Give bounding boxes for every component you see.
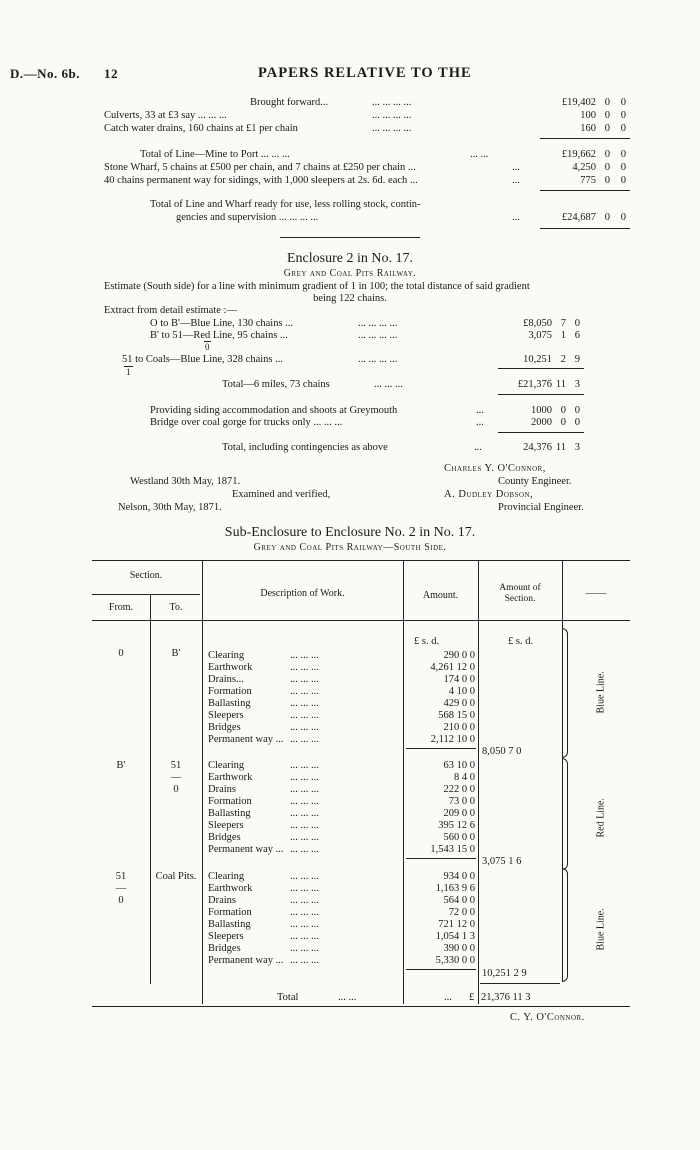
amount-pounds: £19,402	[561, 97, 596, 108]
section-to-rule: —	[170, 772, 182, 783]
dots: ... ... ... ...	[372, 97, 412, 108]
sum-rule	[498, 394, 584, 395]
amount-pence: 0	[574, 405, 580, 416]
table-top-rule	[92, 560, 630, 561]
work-item: Clearing	[208, 760, 245, 771]
dots: ... ... ... ...	[358, 330, 398, 341]
dots: ... ... ...	[290, 662, 319, 673]
brought-forward-label: Brought forward...	[250, 97, 329, 108]
work-amount: 395 12 6	[438, 820, 475, 831]
amount-pounds: 24,376	[523, 442, 552, 453]
amount-shillings: 0	[604, 149, 610, 160]
amount-pounds: 3,075	[528, 330, 552, 341]
signatory-1-name: Charles Y. O'Connor,	[444, 463, 546, 474]
amount-pence: 3	[574, 442, 580, 453]
work-item: Bridges	[208, 832, 241, 843]
fraction-one: 1	[126, 367, 131, 377]
bridge-label: Bridge over coal gorge for trucks only ... ... ...	[150, 417, 343, 428]
work-item: Permanent way ...	[208, 734, 284, 745]
section-divider	[280, 237, 420, 238]
work-item: Permanent way ...	[208, 844, 284, 855]
table-header-rule	[92, 620, 630, 621]
header-amount: Amount.	[422, 590, 459, 601]
work-amount: 222 0 0	[443, 784, 475, 795]
dots: ... ... ...	[290, 943, 319, 954]
work-amount: 390 0 0	[443, 943, 475, 954]
work-amount: 210 0 0	[443, 722, 475, 733]
sub-enclosure-subtitle: Grey and Coal Pits Railway—South Side.	[253, 542, 447, 553]
culverts-label: Culverts, 33 at £3 say ... ... ...	[104, 110, 227, 121]
dots: ... ... ...	[290, 844, 319, 855]
grand-total-label: Total	[277, 992, 299, 1003]
dots: ... ... ...	[290, 772, 319, 783]
amount-pounds: 160	[580, 123, 596, 134]
dots: ... ... ... ...	[372, 110, 412, 121]
col-divider-last-ext	[562, 834, 563, 982]
estimate-description-1: Estimate (South side) for a line with minimum gradient of 1 in 100; the total distance of said gradient	[104, 281, 530, 292]
sum-rule	[498, 368, 584, 369]
amount-pence: 0	[620, 123, 626, 134]
examined-note: Examined and verified,	[232, 489, 331, 500]
work-item: Clearing	[208, 871, 245, 882]
amount-pounds: 1000	[531, 405, 552, 416]
item-coals-line: 51 to Coals—Blue Line, 328 chains ...	[122, 354, 283, 365]
dots: ... ...	[470, 149, 489, 160]
total-wharf-label-1: Total of Line and Wharf ready for use, less rolling stock, contin-	[150, 199, 421, 210]
dots: ... ... ...	[290, 832, 319, 843]
amount-shillings: 11	[555, 379, 566, 390]
grand-total-currency: £	[469, 992, 475, 1003]
dots: ... ... ...	[290, 650, 319, 661]
work-item: Drains...	[208, 674, 244, 685]
sum-rule	[540, 228, 630, 229]
dots: ...	[512, 212, 520, 223]
work-amount: 174 0 0	[443, 674, 475, 685]
signatory-1-role: County Engineer.	[498, 476, 572, 487]
dots: ... ... ...	[290, 698, 319, 709]
dots: ... ... ...	[290, 674, 319, 685]
work-amount: 564 0 0	[443, 895, 475, 906]
header-to: To.	[169, 602, 183, 613]
work-item: Ballasting	[208, 919, 251, 930]
work-amount: 72 0 0	[448, 907, 475, 918]
work-item: Formation	[208, 686, 252, 697]
work-item: Sleepers	[208, 710, 244, 721]
signatory-2-role: Provincial Engineer.	[498, 502, 584, 513]
total-wharf-label-2: gencies and supervision ... ... ... ...	[176, 212, 319, 223]
item-blue-line: O to B'—Blue Line, 130 chains ...	[150, 318, 294, 329]
dots: ...	[476, 405, 484, 416]
dots: ... ... ...	[290, 722, 319, 733]
section-total: 3,075 1 6	[482, 856, 522, 867]
dots: ... ... ...	[290, 919, 319, 930]
amount-pence: 0	[620, 175, 626, 186]
amount-shillings: 0	[604, 110, 610, 121]
sum-rule	[498, 432, 584, 433]
work-item: Earthwork	[208, 662, 253, 673]
amount-pence: 6	[574, 330, 580, 341]
work-item: Drains	[208, 784, 236, 795]
dots: ...	[512, 162, 520, 173]
amount-shillings: 7	[560, 318, 566, 329]
section-to: 51	[170, 760, 182, 771]
amount-shillings: 0	[560, 405, 566, 416]
header-description: Description of Work.	[260, 588, 345, 599]
work-amount: 4 10 0	[448, 686, 475, 697]
amount-pounds: 10,251	[523, 354, 552, 365]
catch-water-label: Catch water drains, 160 chains at £1 per chain	[104, 123, 298, 134]
section-split-rule	[92, 594, 200, 595]
dots: ... ... ...	[290, 871, 319, 882]
place-date-1: Westland 30th May, 1871.	[130, 476, 241, 487]
work-item: Bridges	[208, 943, 241, 954]
work-item: Ballasting	[208, 698, 251, 709]
amount-pence: 0	[574, 417, 580, 428]
fraction-zero: 0	[205, 342, 210, 352]
dots: ... ...	[338, 992, 357, 1003]
work-amount: 290 0 0	[443, 650, 475, 661]
estimate-description-2: being 122 chains.	[313, 293, 387, 304]
dots: ... ... ...	[290, 710, 319, 721]
work-amount: 1,543 15 0	[430, 844, 475, 855]
header-amount-section-1: Amount of	[499, 583, 541, 593]
header-from: From.	[108, 602, 134, 613]
sub-enclosure-title: Sub-Enclosure to Enclosure No. 2 in No. 17.	[224, 525, 476, 540]
work-item: Sleepers	[208, 820, 244, 831]
section-to: Coal Pits.	[155, 871, 197, 882]
extract-heading: Extract from detail estimate :—	[104, 305, 237, 316]
dots: ... ... ... ...	[372, 123, 412, 134]
work-amount: 568 15 0	[438, 710, 475, 721]
amount-shillings: 0	[604, 123, 610, 134]
amount-pounds: 2000	[531, 417, 552, 428]
amount-pounds: 4,250	[572, 162, 596, 173]
work-item: Permanent way ...	[208, 955, 284, 966]
work-item: Clearing	[208, 650, 245, 661]
total-miles-label: Total—6 miles, 73 chains	[222, 379, 330, 390]
dots: ...	[444, 992, 452, 1003]
section-line-label: Blue Line.	[595, 671, 607, 714]
work-item: Earthwork	[208, 772, 253, 783]
section-from: 0	[118, 648, 124, 659]
amount-pence: 0	[620, 97, 626, 108]
work-amount: 721 12 0	[438, 919, 475, 930]
amount-pounds: £8,050	[523, 318, 552, 329]
amount-shillings: 1	[560, 330, 566, 341]
header-last: ——	[585, 588, 607, 599]
place-date-2: Nelson, 30th May, 1871.	[118, 502, 222, 513]
sum-rule	[480, 983, 560, 984]
col-divider-amount-ext	[403, 834, 404, 1004]
section-brace	[562, 628, 568, 758]
from-to-divider-ext	[150, 834, 151, 984]
dots: ...	[474, 442, 482, 453]
section-total: 10,251 2 9	[482, 968, 527, 979]
sum-rule	[540, 190, 630, 191]
section-from: 51	[115, 871, 127, 882]
section-from: B'	[116, 760, 126, 771]
work-amount: 934 0 0	[443, 871, 475, 882]
work-amount: 5,330 0 0	[435, 955, 475, 966]
work-amount: 8 4 0	[454, 772, 475, 783]
amount-pounds: £21,376	[517, 379, 552, 390]
final-signature: C. Y. O'Connor.	[510, 1012, 585, 1023]
unit-amount: £ s. d.	[414, 636, 440, 647]
section-line-label: Blue Line.	[595, 908, 607, 951]
work-amount: 1,163 9 6	[435, 883, 475, 894]
dots: ... ... ...	[290, 883, 319, 894]
signatory-2-name: A. Dudley Dobson,	[444, 489, 534, 500]
work-item: Earthwork	[208, 883, 253, 894]
dots: ... ... ...	[290, 931, 319, 942]
dots: ... ... ...	[290, 784, 319, 795]
work-item: Formation	[208, 907, 252, 918]
sum-rule	[540, 138, 630, 139]
dots: ... ... ...	[290, 820, 319, 831]
enclosure-subtitle: Grey and Coal Pits Railway.	[283, 268, 417, 279]
dots: ... ... ... ...	[358, 318, 398, 329]
amount-pence: 0	[574, 318, 580, 329]
work-item: Ballasting	[208, 808, 251, 819]
amount-pounds: 775	[580, 175, 596, 186]
amount-pounds: 100	[580, 110, 596, 121]
work-amount: 209 0 0	[443, 808, 475, 819]
section-line-label: Red Line.	[595, 798, 607, 838]
section-to: B'	[171, 648, 181, 659]
page-number: 12	[104, 66, 118, 81]
sum-rule	[406, 858, 476, 859]
col-divider-desc-ext	[202, 834, 203, 1004]
amount-shillings: 0	[604, 175, 610, 186]
dots: ... ... ... ...	[358, 354, 398, 365]
work-amount: 2,112 10 0	[430, 734, 475, 745]
dots: ... ... ...	[290, 955, 319, 966]
item-red-line: B' to 51—Red Line, 95 chains ...	[150, 330, 288, 341]
sum-rule	[406, 969, 476, 970]
permanent-way-label: 40 chains permanent way for sidings, with 1,000 sleepers at 2s. 6d. each ...	[104, 175, 418, 186]
dots: ... ... ...	[290, 734, 319, 745]
stone-wharf-label: Stone Wharf, 5 chains at £500 per chain, and 7 chains at £250 per chain ...	[104, 162, 416, 173]
amount-pence: 3	[574, 379, 580, 390]
amount-shillings: 0	[604, 212, 610, 223]
work-amount: 4,261 12 0	[430, 662, 475, 673]
dots: ... ... ...	[290, 686, 319, 697]
siding-accommodation-label: Providing siding accommodation and shoots at Greymouth	[150, 405, 398, 416]
amount-pence: 0	[620, 110, 626, 121]
document-reference: D.—No. 6b.	[10, 66, 81, 81]
section-total: 8,050 7 0	[482, 746, 522, 757]
dots: ... ... ...	[290, 895, 319, 906]
unit-section: £ s. d.	[508, 636, 534, 647]
amount-shillings: 2	[560, 354, 566, 365]
table-bottom-rule	[92, 1006, 630, 1007]
total-contingencies-label: Total, including contingencies as above	[222, 442, 388, 453]
work-item: Sleepers	[208, 931, 244, 942]
work-item: Drains	[208, 895, 236, 906]
work-item: Bridges	[208, 722, 241, 733]
header-section: Section.	[129, 570, 163, 581]
amount-pounds: £19,662	[561, 149, 596, 160]
amount-shillings: 0	[604, 97, 610, 108]
section-from-rule: —	[115, 883, 127, 894]
enclosure-title: Enclosure 2 in No. 17.	[287, 251, 413, 266]
amount-pence: 9	[574, 354, 580, 365]
work-amount: 1,054 1 3	[435, 931, 475, 942]
dots: ...	[512, 175, 520, 186]
dots: ... ... ...	[374, 379, 403, 390]
dots: ... ... ...	[290, 808, 319, 819]
work-amount: 63 10 0	[443, 760, 475, 771]
amount-shillings: 0	[604, 162, 610, 173]
dots: ... ... ...	[290, 796, 319, 807]
work-item: Formation	[208, 796, 252, 807]
section-from-denom: 0	[118, 895, 124, 906]
work-amount: 73 0 0	[448, 796, 475, 807]
total-line-label: Total of Line—Mine to Port ... ... ...	[140, 149, 290, 160]
amount-shillings: 11	[555, 442, 566, 453]
amount-pence: 0	[620, 212, 626, 223]
work-amount: 429 0 0	[443, 698, 475, 709]
header-amount-section-2: Section.	[504, 594, 536, 604]
work-amount: 560 0 0	[443, 832, 475, 843]
col-divider-desc	[202, 560, 203, 834]
col-divider-section-ext	[478, 834, 479, 1004]
sum-rule	[406, 748, 476, 749]
grand-total-value: 21,376 11 3	[481, 992, 531, 1003]
amount-pounds: £24,687	[561, 212, 596, 223]
from-to-divider	[150, 594, 151, 834]
section-to-denom: 0	[173, 784, 179, 795]
dots: ...	[476, 417, 484, 428]
page-title: PAPERS RELATIVE TO THE	[258, 65, 472, 81]
amount-pence: 0	[620, 149, 626, 160]
amount-pence: 0	[620, 162, 626, 173]
dots: ... ... ...	[290, 907, 319, 918]
amount-shillings: 0	[560, 417, 566, 428]
dots: ... ... ...	[290, 760, 319, 771]
